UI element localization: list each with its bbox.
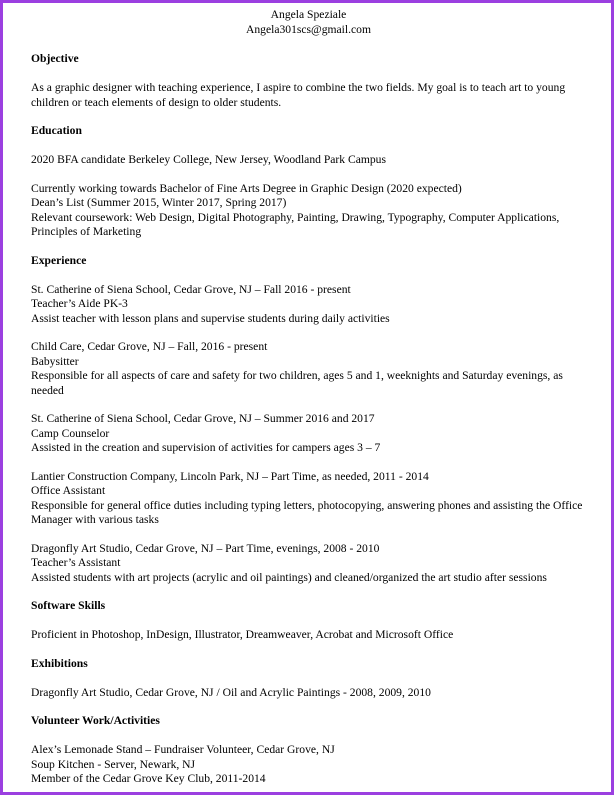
volunteer-item: Member of the Cedar Grove Key Club, 2011-2014	[31, 772, 266, 785]
job-description: Assist teacher with lesson plans and supervise students during daily activities	[31, 311, 390, 325]
volunteer-section	[31, 743, 611, 787]
education-heading: Education	[31, 124, 82, 137]
job-description: Assisted in the creation and supervision of activities for campers ages 3 – 7	[31, 441, 381, 454]
software-heading: Software Skills	[31, 599, 106, 612]
job-organization: Dragonfly Art Studio, Cedar Grove, NJ – Part Time, evenings, 2008 - 2010	[31, 541, 380, 555]
education-spacer	[31, 168, 611, 182]
experience-heading: Experience	[31, 253, 87, 267]
objective-heading: Objective	[31, 52, 79, 65]
objective-text: As a graphic designer with teaching experience, I aspire to combine the two fields. My goal is to teach art to young children or teach elements of design to older students.	[31, 81, 566, 109]
applicant-email: Angela301scs@gmail.com	[246, 23, 371, 36]
job-description: Responsible for all aspects of care and safety for two children, ages 5 and 1, weeknights and Saturday evenings, as needed	[31, 369, 563, 397]
volunteer-item: Alex’s Lemonade Stand – Fundraiser Volunteer, Cedar Grove, NJ	[31, 743, 335, 756]
software-section	[31, 628, 611, 643]
job-role: Office Assistant	[31, 484, 106, 497]
job-description: Assisted students with art projects (acrylic and oil paintings) and cleaned/organized the art studio after sessions	[31, 570, 547, 584]
education-coursework: Relevant coursework: Web Design, Digital Photography, Painting, Drawing, Typography, Computer Applications, Principles of Marketing	[31, 210, 560, 238]
resume-header	[31, 8, 586, 38]
job-role: Babysitter	[31, 354, 79, 368]
exhibitions-section	[31, 686, 611, 701]
job-organization: Child Care, Cedar Grove, NJ – Fall, 2016 - present	[31, 340, 268, 353]
experience-entry	[31, 283, 611, 327]
job-organization: St. Catherine of Siena School, Cedar Grove, NJ – Fall 2016 - present	[31, 282, 351, 296]
software-text: Proficient in Photoshop, InDesign, Illustrator, Dreamweaver, Acrobat and Microsoft Office	[31, 628, 454, 641]
applicant-name: Angela Speziale	[270, 8, 347, 21]
objective-section	[31, 81, 611, 110]
job-role: Teacher’s Aide PK-3	[31, 297, 128, 310]
exhibitions-text: Dragonfly Art Studio, Cedar Grove, NJ / Oil and Acrylic Paintings - 2008, 2009, 2010	[31, 685, 431, 699]
experience-entry	[31, 340, 611, 398]
education-deans-list: Dean’s List (Summer 2015, Winter 2017, Spring 2017)	[31, 196, 287, 209]
volunteer-heading: Volunteer Work/Activities	[31, 714, 160, 727]
experience-entry	[31, 470, 611, 528]
education-section	[31, 153, 611, 240]
volunteer-item: Soup Kitchen - Server, Newark, NJ	[31, 757, 196, 771]
job-organization: Lantier Construction Company, Lincoln Park, NJ – Part Time, as needed, 2011 - 2014	[31, 469, 429, 483]
job-description: Responsible for general office duties including typing letters, photocopying, answering phones and assisting the Office Manager with various tasks	[31, 498, 583, 526]
job-role: Camp Counselor	[31, 426, 110, 440]
education-degree-progress: Currently working towards Bachelor of Fine Arts Degree in Graphic Design (2020 expected)	[31, 181, 462, 195]
experience-entry	[31, 412, 611, 456]
exhibitions-heading: Exhibitions	[31, 656, 88, 670]
job-role: Teacher’s Assistant	[31, 556, 121, 569]
job-organization: St. Catherine of Siena School, Cedar Grove, NJ – Summer 2016 and 2017	[31, 412, 375, 425]
education-degree-candidate: 2020 BFA candidate Berkeley College, New Jersey, Woodland Park Campus	[31, 153, 386, 166]
experience-entry	[31, 542, 611, 586]
